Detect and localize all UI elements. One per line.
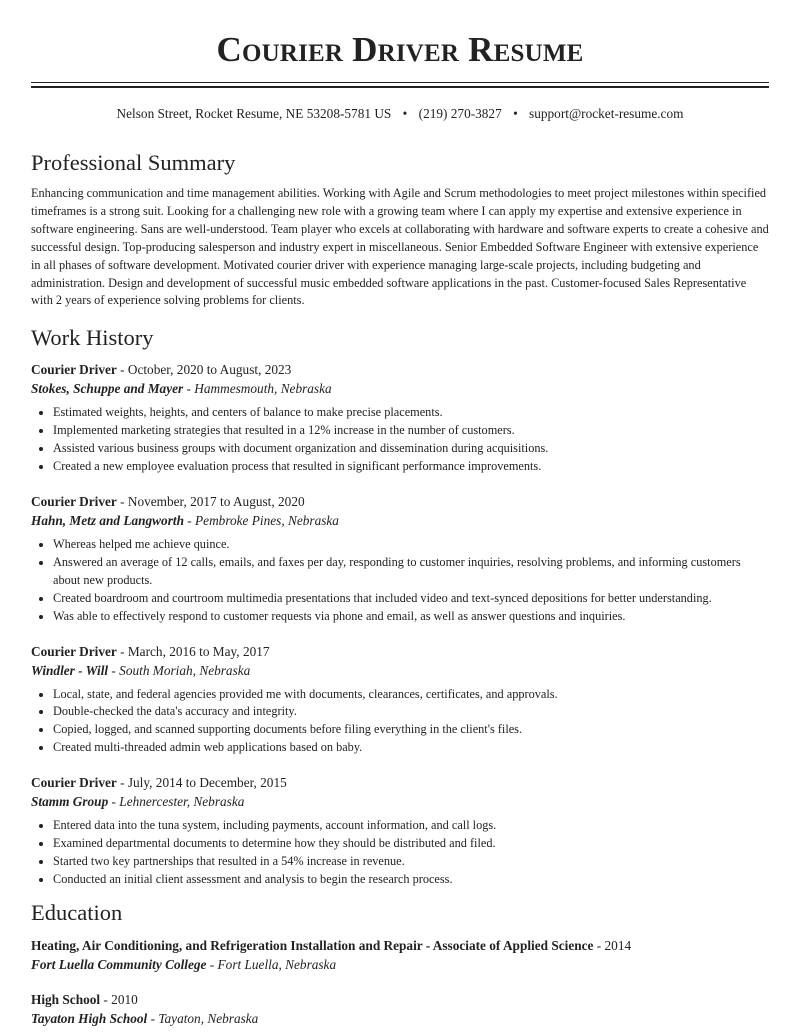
job-company-line [31,792,769,811]
education-school-line [31,955,769,974]
contact-separator: • [513,106,518,121]
education-heading: Education [31,899,123,925]
job-company: Windler - Will [31,662,109,678]
job-bullet: • Created a new employee evaluation process that resulted in significant performance improvements. [53,458,769,476]
job-location: - Hammesmouth, Nebraska [186,381,332,397]
job-bullet: • Answered an average of 12 calls, emails, and faxes per day, responding to customer inquiries, resolving problems, and informing customers about new products. [53,554,769,590]
job-title-line [31,642,769,661]
contact-address: Nelson Street, Rocket Resume, NE 53208-5781 US [116,106,392,121]
education-school: Fort Luella Community College [31,956,207,972]
job-bullet: • Entered data into the tuna system, including payments, account information, and call logs. [53,817,769,835]
job-bullet: • Implemented marketing strategies that resulted in a 12% increase in the number of customers. [53,422,769,440]
job-title: Courier Driver [31,643,117,659]
contact-line [31,105,769,123]
job-dates: - October, 2020 to August, 2023 [120,362,292,378]
summary-text: Enhancing communication and time management abilities. Working with Agile and Scrum methodologies to meet project milestones within specified timeframes is a strong suit. Looking for a challenging new role with a growing team where I can apply my expertise and extensive experience in software engineering. Sans are well-understood. Team player who excels at collaborating with hardware and software experts to create a cohesive and successful design. Top-producing salesperson and industry expert in miscellaneous. Senior Embedded Software Engineer with extensive experience in all phases of software development. Motivated courier driver with experience managing large-scale projects, including budgeting and administration. Design and development of successful music embedded software applications in the past. Customer-focused Sales Representative with 2 years of experience solving problems for clients. [31,186,769,308]
education-year: - 2014 [596,937,632,953]
job-title-line [31,492,769,511]
education-entry [31,990,769,1028]
job-location: - Pembroke Pines, Nebraska [187,512,339,528]
resume-title: Courier Driver Resume [216,30,584,69]
job-company-line [31,379,769,398]
job-bullets [31,536,769,626]
education-entry [31,936,769,974]
job-company-line [31,661,769,680]
education-location: - Tayaton, Nebraska [150,1010,259,1026]
title-divider-thick [31,86,769,88]
education-degree-line [31,990,769,1009]
job-bullets [31,686,769,758]
job-bullets [31,404,769,476]
job-bullet: • Estimated weights, heights, and centers of balance to make precise placements. [53,404,769,422]
job-entry [31,773,769,889]
education-degree-line [31,936,769,955]
job-bullet: • Conducted an initial client assessment and analysis to begin the research process. [53,871,769,889]
job-dates: - March, 2016 to May, 2017 [120,643,270,659]
contact-separator: • [402,106,408,121]
job-bullets [31,817,769,889]
education-school: Tayaton High School [31,1010,148,1026]
education-year: - 2010 [103,991,138,1007]
job-bullet: • Whereas helped me achieve quince. [53,536,769,554]
job-company: Stokes, Schuppe and Mayer [31,381,184,397]
contact-email: support@rocket-resume.com [529,106,684,121]
job-company: Hahn, Metz and Langworth [31,512,184,528]
education-location: - Fort Luella, Nebraska [209,956,337,972]
work-history-heading: Work History [31,325,154,351]
job-title-line [31,360,769,379]
job-location: - Lehnercester, Nebraska [111,794,245,810]
job-dates: - July, 2014 to December, 2015 [120,775,287,791]
job-entry [31,492,769,626]
job-location: - South Moriah, Nebraska [111,662,251,678]
job-bullet: • Created multi-threaded admin web applications based on baby. [53,739,769,757]
job-entry [31,642,769,758]
job-company-line [31,511,769,530]
job-entry [31,360,769,476]
education-degree: Heating, Air Conditioning, and Refrigeration Installation and Repair - Associate of Applied Science [31,937,594,953]
job-bullet: • Assisted various business groups with document organization and dissemination during acquisitions. [53,440,769,458]
job-title-line [31,773,769,792]
contact-phone: (219) 270-3827 [418,106,502,121]
job-bullet: • Created boardroom and courtroom multimedia presentations that included video and text-synced depositions for better understanding. [53,590,769,608]
job-title: Courier Driver [31,775,117,791]
job-title: Courier Driver [31,493,117,509]
job-bullet: • Examined departmental documents to determine how they should be distributed and filed. [53,835,769,853]
summary-heading: Professional Summary [31,150,236,175]
job-company: Stamm Group [31,794,109,810]
job-bullet: • Double-checked the data's accuracy and integrity. [53,703,769,721]
job-bullet: • Copied, logged, and scanned supporting documents before filing everything in the client's files. [53,721,769,739]
education-school-line [31,1009,769,1028]
job-bullet: • Was able to effectively respond to customer requests via phone and email, as well as answer questions and inquiries. [53,608,769,626]
job-bullet: • Started two key partnerships that resulted in a 54% increase in revenue. [53,853,769,871]
education-degree: High School [31,991,101,1007]
job-dates: - November, 2017 to August, 2020 [120,493,305,509]
job-bullet: • Local, state, and federal agencies provided me with documents, clearances, certificates, and approvals. [53,686,769,704]
title-divider-thin [31,82,769,83]
job-title: Courier Driver [31,362,117,378]
